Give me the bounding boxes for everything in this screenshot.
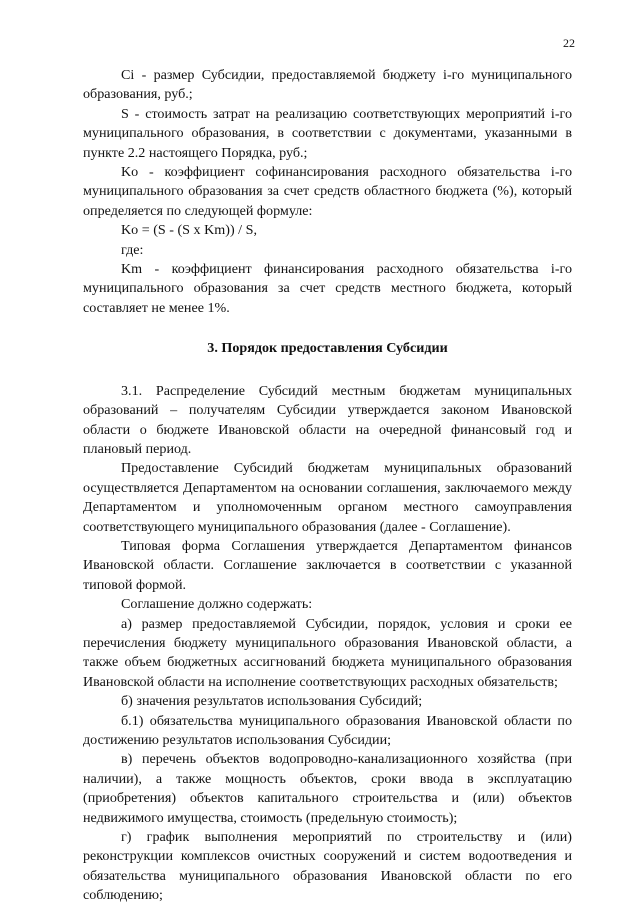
document-body bbox=[83, 66, 572, 906]
formula-ko: Ko = (S - (S x Km)) / S, bbox=[121, 222, 257, 239]
page-number: 22 bbox=[563, 36, 575, 50]
definition-ko: Ko - коэффициент софинансирования расходного обязательства i-го муниципального образования за счет средств областного бюджета (%), который определяется по следующей формуле: bbox=[83, 164, 572, 219]
definition-ci: Ci - размер Субсидии, предоставляемой бюджету i-го муниципального образования, руб.; bbox=[83, 67, 572, 103]
list-item-b1: б.1) обязательства муниципального образования Ивановской области по достижению результатов использования Субсидии; bbox=[83, 712, 572, 748]
list-item-g: г) график выполнения мероприятий по строительству и (или) реконструкции комплексов очистных сооружений и систем водоотведения и обязательства муниципального образования Ивановской области по его соблюдению; bbox=[83, 829, 572, 904]
paragraph-distribution: 3.1. Распределение Субсидий местным бюджетам муниципальных образований – получателям Субсидии утверждается законом Ивановской области о бюджете Ивановской области на очередной финансовый год и плановый период. bbox=[83, 382, 572, 457]
list-item-v: в) перечень объектов водопроводно-канализационного хозяйства (при наличии), а также мощность объектов, сроки ввода в эксплуатацию (приобретения) объектов капитального строительства и (или) объектов недвижимого имущества, стоимость (предельную стоимость); bbox=[83, 751, 572, 826]
paragraph-provision: Предоставление Субсидий бюджетам муниципальных образований осуществляется Департаментом на основании соглашения, заключаемого между Департаментом и уполномоченным органом местного самоуправления соответствующего муниципального образования (далее - Соглашение). bbox=[83, 460, 572, 535]
formula-where: где: bbox=[121, 241, 144, 258]
list-item-a: а) размер предоставляемой Субсидии, порядок, условия и сроки ее перечисления бюджету муниципального образования Ивановской области, а также объем бюджетных ассигнований бюджета муниципального образования Ивановской области на исполнение соответствующих расходных обязательств; bbox=[83, 615, 572, 690]
list-item-b: б) значения результатов использования Субсидий; bbox=[121, 693, 423, 710]
definition-s: S - стоимость затрат на реализацию соответствующих мероприятий i-го муниципального образования, в соответствии с документами, указанными в пункте 2.2 настоящего Порядка, руб.; bbox=[83, 105, 572, 161]
section-heading: 3. Порядок предоставления Субсидии bbox=[207, 340, 448, 357]
paragraph-standard-form: Типовая форма Соглашения утверждается Департаментом финансов Ивановской области. Соглашение заключается в соответствии с указанной типовой формой. bbox=[83, 537, 572, 593]
paragraph-agreement-contents: Соглашение должно содержать: bbox=[121, 596, 313, 613]
definition-km: Km - коэффициент финансирования расходного обязательства i-го муниципального образования за счет средств местного бюджета, который составляет не менее 1%. bbox=[83, 261, 572, 316]
